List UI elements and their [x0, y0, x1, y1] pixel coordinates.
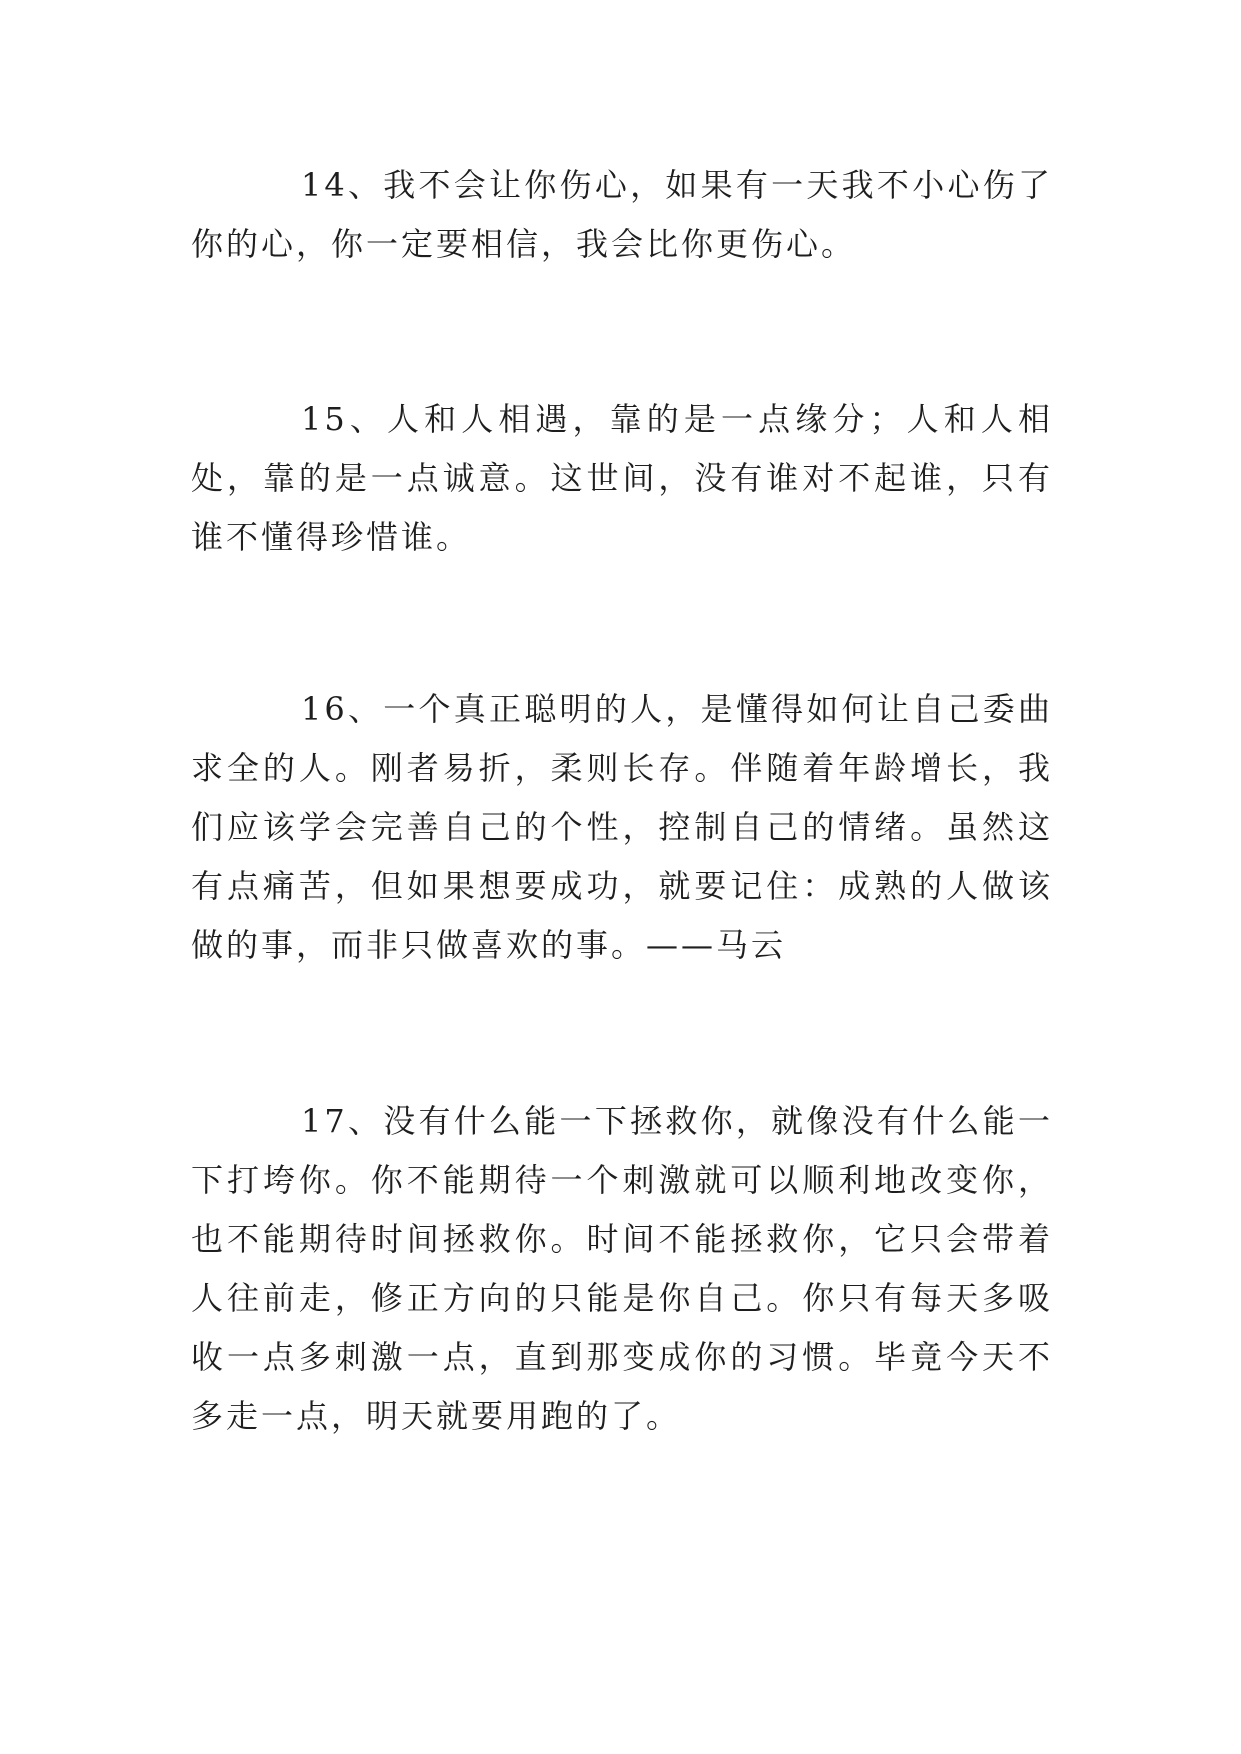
- quote-paragraph-14: 14、我不会让你伤心，如果有一天我不小心伤了你的心，你一定要相信，我会比你更伤心。: [191, 166, 1053, 263]
- quote-paragraph-16: 16、一个真正聪明的人，是懂得如何让自己委曲求全的人。刚者易折，柔则长存。伴随着年龄增长，我们应该学会完善自己的个性，控制自己的情绪。虽然这有点痛苦，但如果想要成功，就要记住：成熟的人做该做的事，而非只做喜欢的事。——马云: [191, 690, 1053, 964]
- quote-paragraph-15: 15、人和人相遇，靠的是一点缘分；人和人相处，靠的是一点诚意。这世间，没有谁对不起谁，只有谁不懂得珍惜谁。: [191, 400, 1053, 556]
- quote-paragraph-17: 17、没有什么能一下拯救你，就像没有什么能一下打垮你。你不能期待一个刺激就可以顺利地改变你，也不能期待时间拯救你。时间不能拯救你，它只会带着人往前走，修正方向的只能是你自己。你只有每天多吸收一点多刺激一点，直到那变成你的习惯。毕竟今天不多走一点，明天就要用跑的了。: [191, 1102, 1053, 1435]
